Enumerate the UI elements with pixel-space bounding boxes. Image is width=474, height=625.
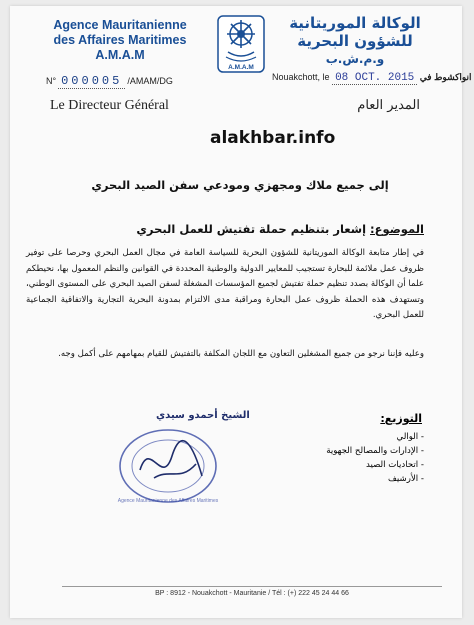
- letter-addressee: إلى جميع ملاك ومجهزي ومودعي سفن الصيد البحري: [91, 178, 389, 192]
- list-item: - اتحاديات الصيد: [264, 458, 424, 472]
- distribution-list: [264, 430, 424, 486]
- header-fr-line-2: des Affaires Maritimes: [53, 33, 187, 47]
- header-french: [40, 18, 200, 63]
- reference-value: 000005: [58, 74, 125, 89]
- signer-name: الشيخ أحمدو سيدي: [156, 410, 250, 421]
- reference-suffix: /AMAM/DG: [127, 76, 173, 86]
- subject-text: إشعار بتنظيم حملة تفتيش للعمل البحري: [136, 222, 367, 236]
- header-ar-line-1: الوكالة الموريتانية: [289, 14, 421, 32]
- list-item: - الوالي: [264, 430, 424, 444]
- date-label-ar: انواكشوط في: [419, 72, 472, 82]
- date-line: [272, 72, 472, 85]
- official-stamp-icon: [110, 418, 230, 508]
- date-value: 08 OCT. 2015: [332, 72, 417, 85]
- header-ar-abbr: و.م.ش.ب: [325, 52, 385, 66]
- director-title-fr: Le Directeur Général: [50, 98, 169, 113]
- stamp-text: Agence Mauritanienne des Affaires Maritimes: [117, 498, 219, 504]
- director-title-ar: المدير العام: [357, 98, 420, 113]
- list-item: - الأرشيف: [264, 472, 424, 486]
- header-fr-line-3: A.M.A.M: [95, 48, 145, 62]
- letter-subject: [44, 222, 424, 236]
- reference-number: [46, 74, 173, 89]
- letter-paragraph-2: وعليه فإننا نرجو من جميع المشغلين التعاون مع اللجان المكلفة بالتفتيش للقيام بمهامهم على أكمل وجه.: [58, 349, 424, 359]
- letter-paragraph-1: في إطار متابعة الوكالة الموريتانية للشؤون البحرية للسياسة العامة في مجال العمل البحري وحرصا على توفير ظروف عمل ملائمة للبحارة تستجيب للمعايير الدولية والوطنية المحددة في القوانين والنظم المعمول بها، نحيطكم علما أن الوكالة بصدد تنظيم حملة تفتيش لجميع المؤسسات المشغلة لسفن الصيد البحري على المستوى الوطني، وتستهدف هذه الحملة ظروف عمل البحارة ومراقبة مدى الالتزام بمدونة البحرية التجارية والاتفاقية الجماعية للعمل البحري.: [26, 248, 424, 320]
- letter-page: [10, 6, 472, 618]
- header-fr-line-1: Agence Mauritanienne: [53, 18, 187, 32]
- footer-divider: [62, 586, 442, 587]
- distribution-title: التوزيع:: [380, 412, 422, 425]
- footer-address: BP : 8912 - Nouakchott - Mauritanie / Tél : (+) 222 45 24 44 66: [155, 590, 349, 597]
- list-item: - الإدارات والمصالح الجهوية: [264, 444, 424, 458]
- date-label: Nouakchott, le: [272, 72, 330, 82]
- header-ar-line-2: للشؤون البحرية: [297, 32, 413, 50]
- agency-logo-icon: [216, 14, 266, 74]
- site-watermark: alakhbar.info: [210, 128, 336, 148]
- subject-label: الموضوع:: [370, 222, 424, 236]
- logo-text: A.M.A.M: [228, 64, 254, 71]
- reference-prefix: N°: [46, 76, 57, 86]
- header-arabic: [270, 14, 440, 68]
